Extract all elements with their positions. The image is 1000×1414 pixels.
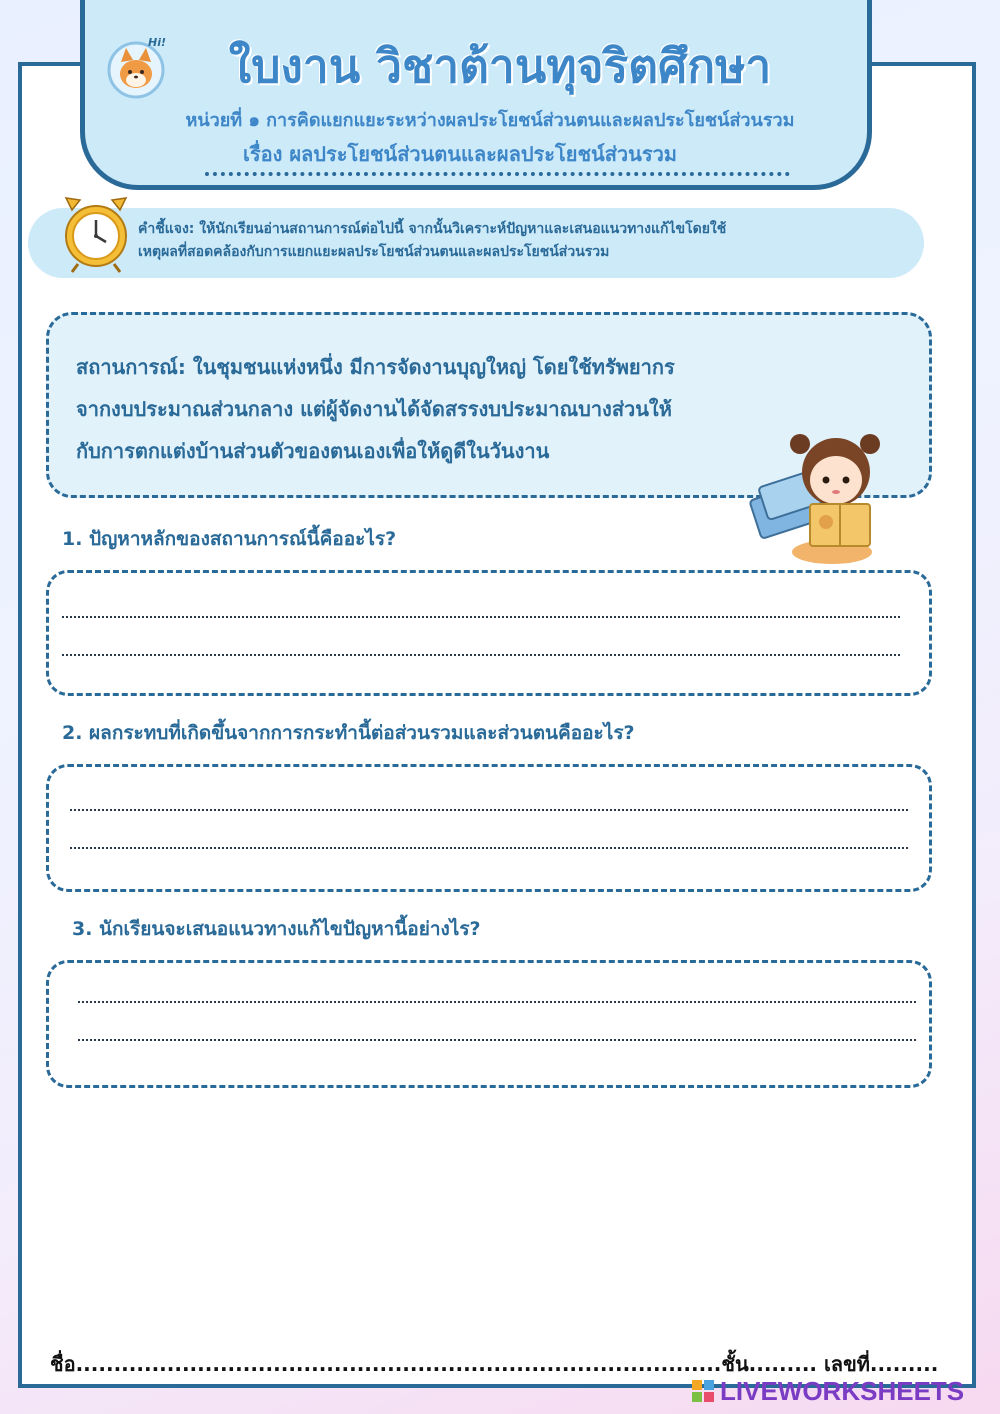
answer-line[interactable] <box>70 809 908 811</box>
question-2-label: 2. ผลกระทบที่เกิดขึ้นจากการกระทำนี้ต่อส่วนรวมและส่วนตนคืออะไร? <box>62 722 635 744</box>
worksheet-title: ใบงาน วิชาต้านทุจริตศึกษา <box>228 39 772 93</box>
answer-box-1[interactable] <box>46 570 932 696</box>
answer-line[interactable] <box>62 616 900 618</box>
student-info-line[interactable]: ชื่อ.....................................................................................ชั้น......... เลขที่......... <box>50 1352 939 1376</box>
mascot-greeting: Hi! <box>148 36 166 49</box>
liveworksheets-logo-icon <box>690 1378 716 1404</box>
instructions-line-2: เหตุผลที่สอดคล้องกับการแยกแยะผลประโยชน์ส่วนตนและผลประโยชน์ส่วนรวม <box>138 244 610 260</box>
question-1-label: 1. ปัญหาหลักของสถานการณ์นี้คืออะไร? <box>62 528 397 550</box>
topic-heading: เรื่อง ผลประโยชน์ส่วนตนและผลประโยชน์ส่วนรวม <box>243 142 677 166</box>
liveworksheets-watermark <box>690 1374 964 1408</box>
unit-heading: หน่วยที่ ๑ การคิดแยกแยะระหว่างผลประโยชน์ส่วนตนและผลประโยชน์ส่วนรวม <box>185 110 795 131</box>
header-dotted-divider <box>205 172 790 176</box>
alarm-clock-icon <box>58 188 134 274</box>
girl-reading-illustration <box>748 420 908 570</box>
scenario-text: สถานการณ์: ในชุมชนแห่งหนึ่ง มีการจัดงานบุญใหญ่ โดยใช้ทรัพยากร จากงบประมาณส่วนกลาง แต่ผู้จัดงานได้จัดสรรงบประมาณบางส่วนให้ กับการตกแต่งบ้านส่วนตัวของตนเองเพื่อให้ดูดีในวันงาน <box>76 355 675 463</box>
answer-line[interactable] <box>78 1001 916 1003</box>
instructions-text <box>138 218 908 264</box>
answer-line[interactable] <box>62 654 900 656</box>
question-3-label: 3. นักเรียนจะเสนอแนวทางแก้ไขปัญหานี้อย่างไร? <box>72 918 481 940</box>
answer-line[interactable] <box>70 847 908 849</box>
shiba-mascot-icon <box>106 40 166 100</box>
answer-box-3[interactable] <box>46 960 932 1088</box>
answer-line[interactable] <box>78 1039 916 1041</box>
answer-box-2[interactable] <box>46 764 932 892</box>
watermark-text: LIVEWORKSHEETS <box>720 1375 965 1406</box>
instructions-line-1: คำชี้แจง: ให้นักเรียนอ่านสถานการณ์ต่อไปนี้ จากนั้นวิเคราะห์ปัญหาและเสนอแนวทางแก้ไขโดยใช้ <box>138 221 727 237</box>
